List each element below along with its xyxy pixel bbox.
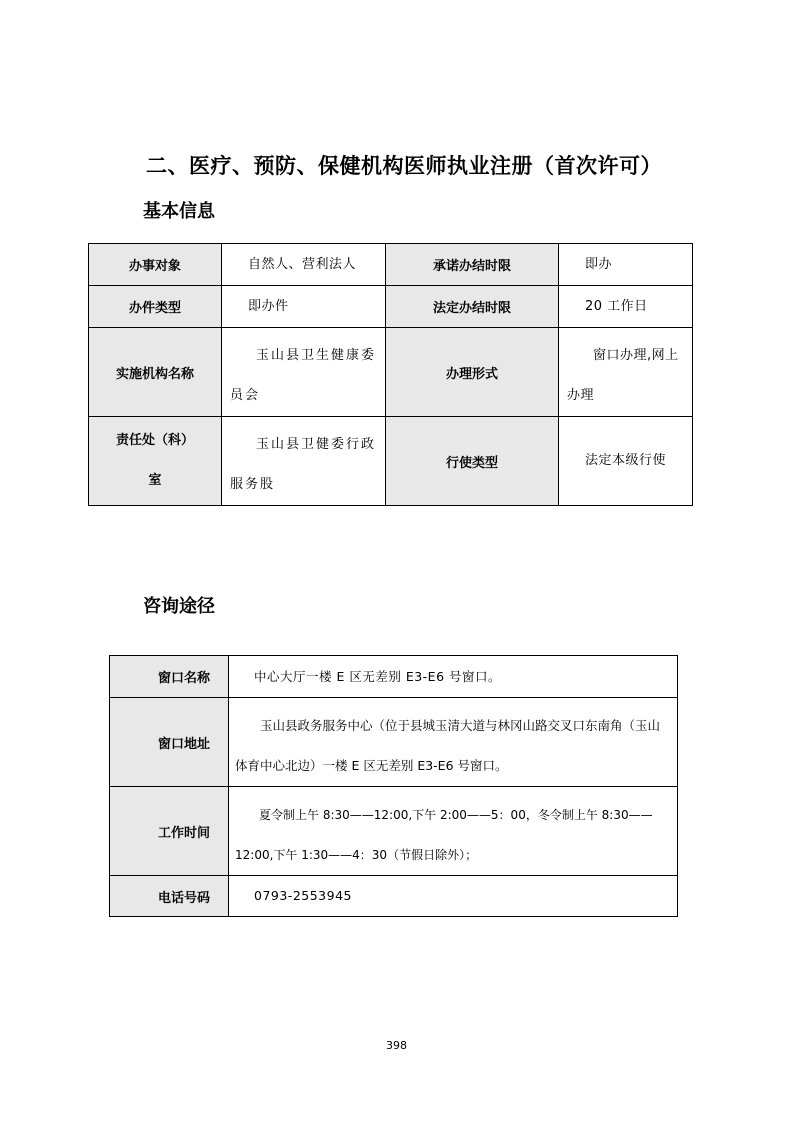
- table-cell-label: [110, 876, 229, 917]
- consult-heading: 咨询途径: [143, 596, 215, 617]
- table-row: [110, 656, 678, 698]
- table-cell-value: [222, 286, 386, 328]
- label-text: 法定办结时限: [432, 301, 511, 316]
- table-row: [89, 417, 693, 506]
- consult-table: [109, 655, 678, 917]
- table-cell-value: [229, 698, 678, 787]
- value-text: 玉山县卫生健康委员会: [230, 348, 377, 403]
- label-text: 办事对象: [128, 259, 181, 274]
- label-text: 工作时间: [157, 825, 210, 841]
- table-cell-value: [559, 286, 693, 328]
- table-cell-label: [386, 328, 559, 417]
- table-cell-label: [89, 417, 222, 506]
- table-cell-value: [222, 328, 386, 417]
- window-name-text: 中心大厅一楼 E 区无差别 E3-E6 号窗口。: [254, 668, 502, 684]
- label-text: 实施机构名称: [115, 366, 194, 382]
- value-text: 玉山县卫健委行政服务股: [230, 437, 377, 492]
- table-cell-value: [559, 328, 693, 417]
- value-text: 即办: [585, 256, 613, 272]
- label-text: 电话号码: [157, 890, 210, 906]
- table-cell-value: [229, 876, 678, 917]
- table-cell-label: [110, 787, 229, 876]
- basic-info-heading: 基本信息: [143, 201, 215, 222]
- table-row: [89, 286, 693, 328]
- table-cell-value: [229, 656, 678, 698]
- table-cell-value: [229, 787, 678, 876]
- label-text: 办件类型: [128, 301, 181, 316]
- value-text: 20 工作日: [585, 298, 648, 314]
- label-text: 办理形式: [445, 366, 498, 382]
- page-title: 二、医疗、预防、保健机构医师执业注册（首次许可）: [146, 154, 662, 178]
- table-row: [89, 328, 693, 417]
- table-cell-label: [89, 244, 222, 286]
- label-text: 窗口名称: [157, 671, 210, 686]
- working-hours-text: 夏令制上午 8:30——12:00,下午 2:00——5：00，冬令制上午 8:30——12:00,下午 1:30——4：30（节假日除外）；: [235, 808, 653, 862]
- value-text: 法定本级行使: [585, 453, 667, 468]
- table-cell-value: [222, 417, 386, 506]
- table-row: [110, 787, 678, 876]
- label-text: 承诺办结时限: [432, 259, 511, 274]
- table-cell-label: [386, 417, 559, 506]
- table-cell-value: [222, 244, 386, 286]
- value-text: 即办件: [248, 298, 289, 314]
- table-cell-value: [559, 417, 693, 506]
- value-text: 自然人、营利法人: [248, 256, 357, 272]
- basic-info-table: [88, 243, 693, 506]
- label-text: 责任处（科）室: [115, 433, 194, 488]
- table-cell-label: [110, 698, 229, 787]
- page-number: 398: [386, 1039, 407, 1052]
- table-cell-label: [386, 244, 559, 286]
- table-cell-label: [386, 286, 559, 328]
- phone-number-text: 0793-2553945: [254, 888, 352, 903]
- table-cell-value: [559, 244, 693, 286]
- value-text: 窗口办理,网上办理: [567, 348, 679, 403]
- window-address-text: 玉山县政务服务中心（位于县城玉清大道与林冈山路交叉口东南角（玉山体育中心北边）一楼 E 区无差别 E3-E6 号窗口。: [235, 718, 661, 773]
- table-row: [89, 244, 693, 286]
- table-cell-label: [89, 328, 222, 417]
- table-row: [110, 698, 678, 787]
- table-row: [110, 876, 678, 917]
- table-cell-label: [110, 656, 229, 698]
- table-cell-label: [89, 286, 222, 328]
- label-text: 行使类型: [445, 455, 498, 471]
- label-text: 窗口地址: [157, 736, 210, 752]
